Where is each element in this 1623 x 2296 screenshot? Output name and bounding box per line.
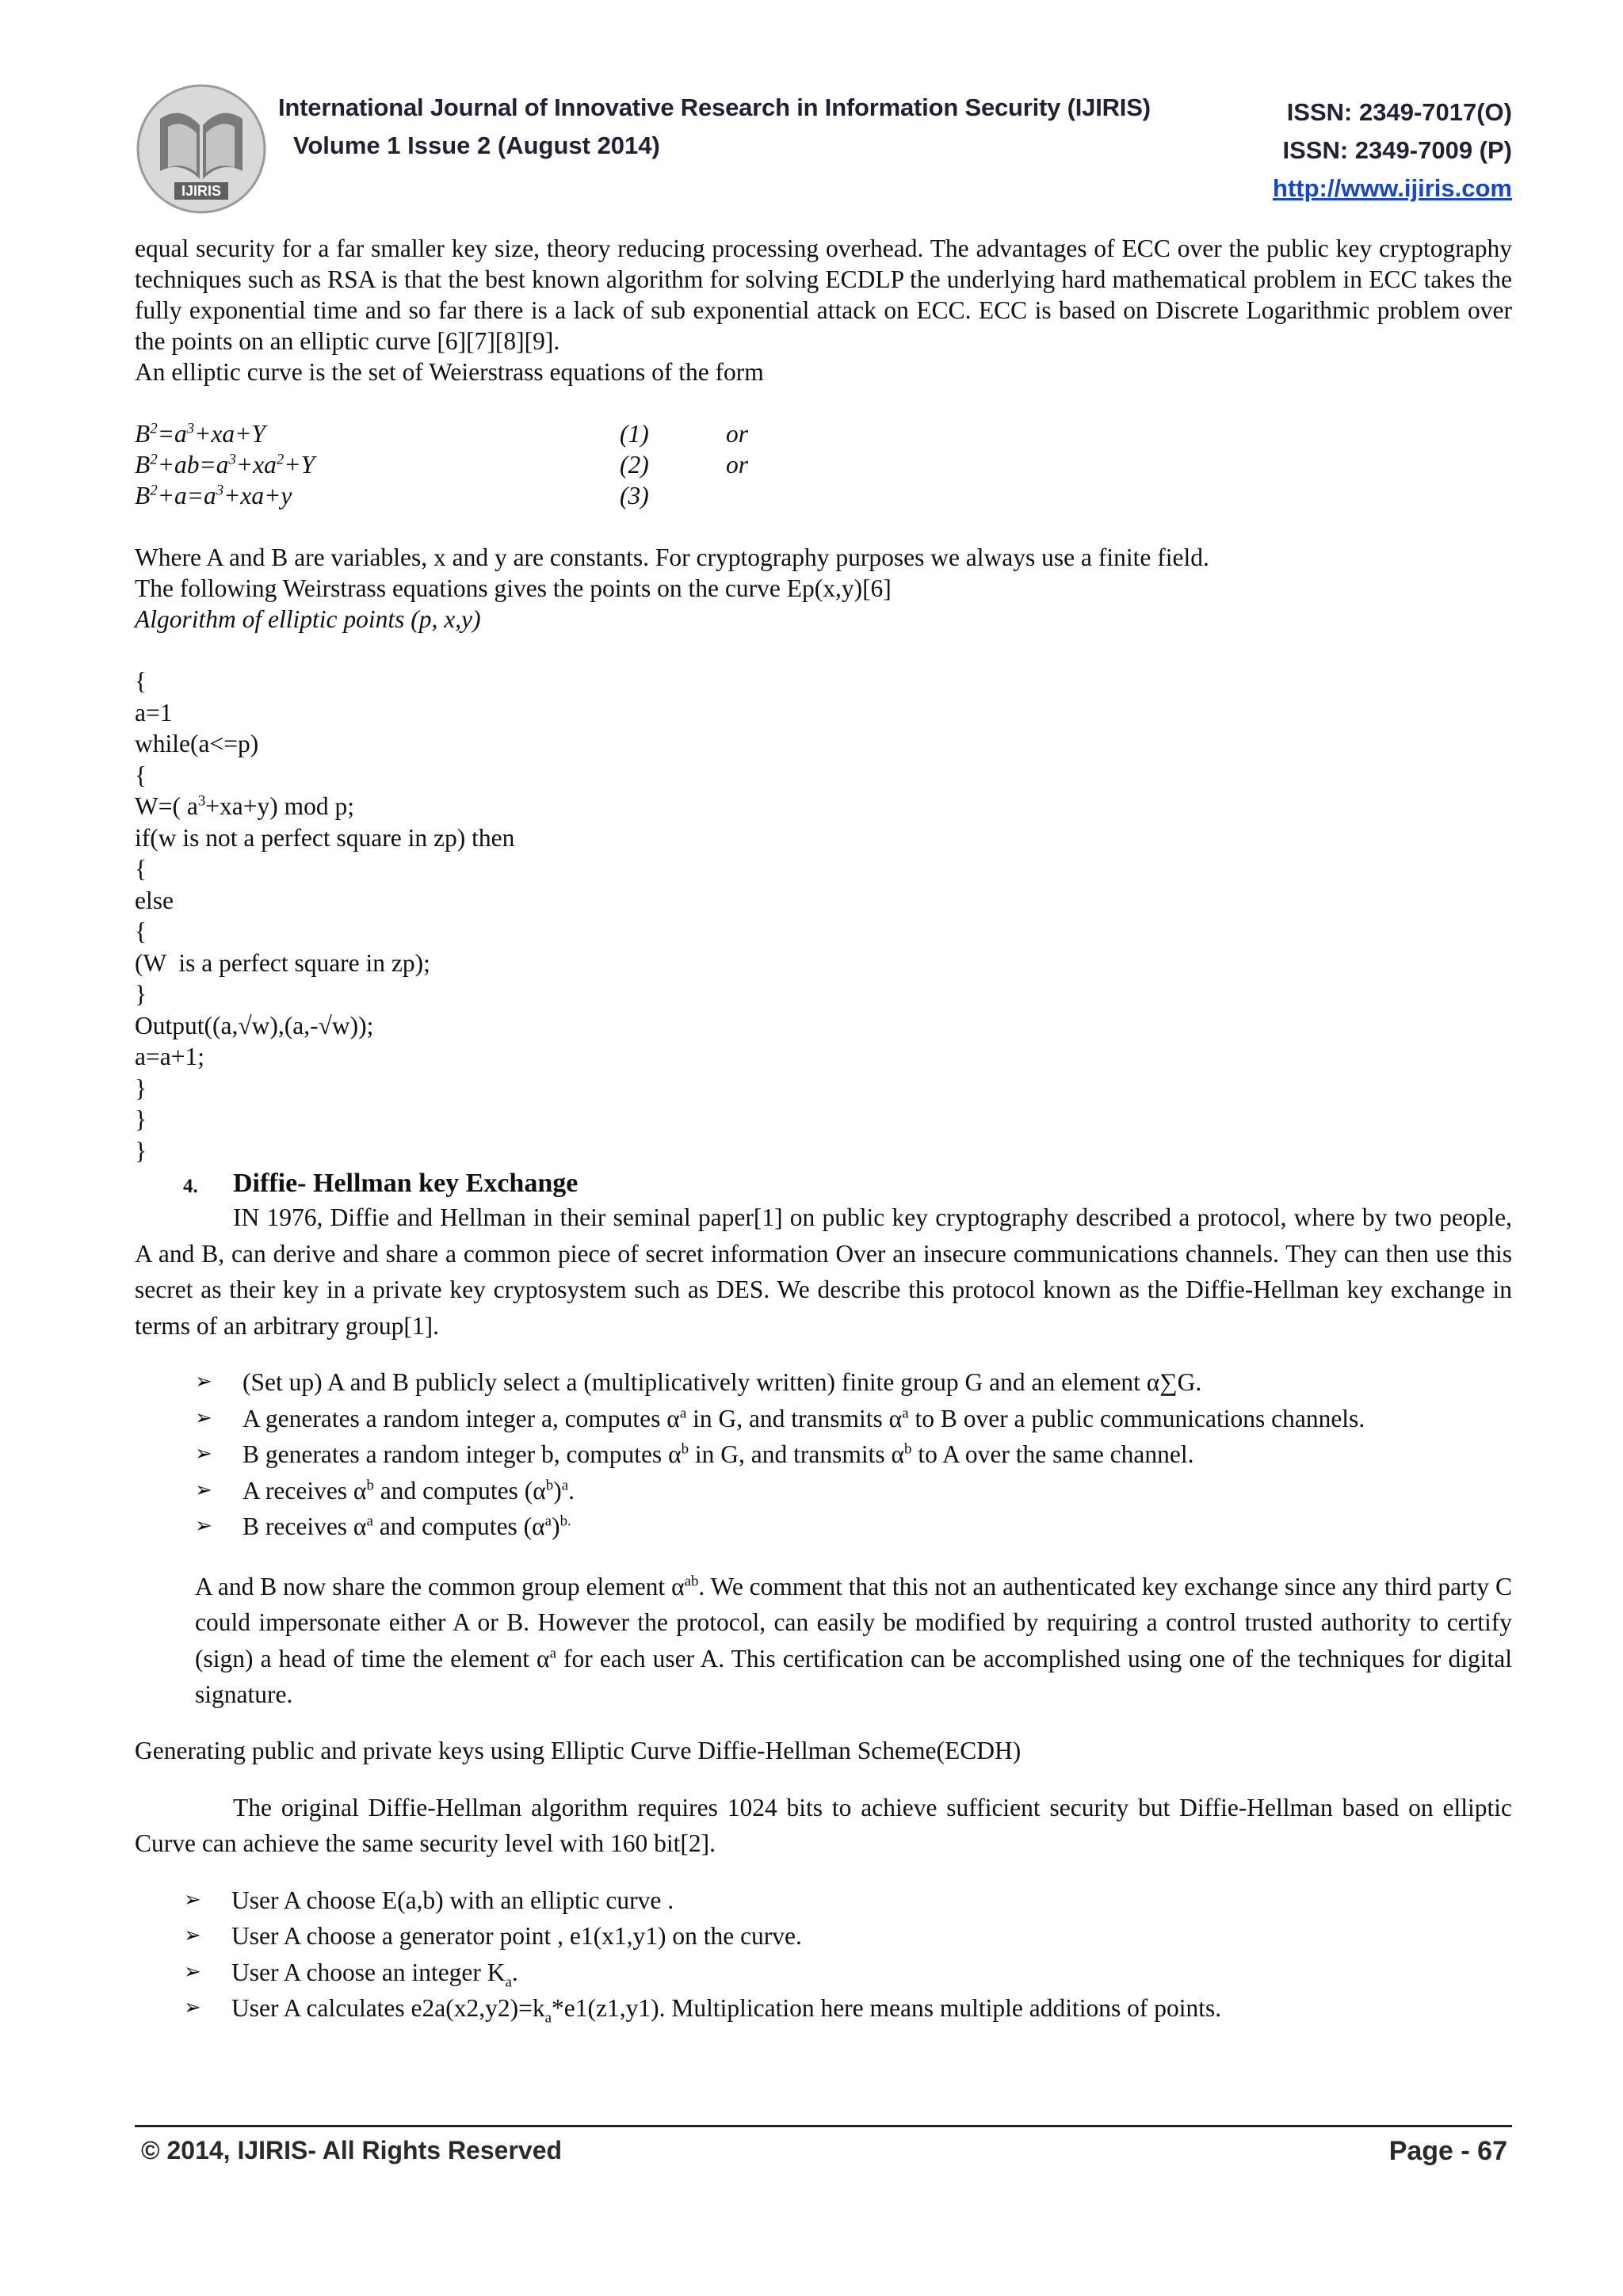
code-line: { xyxy=(135,667,147,695)
journal-logo-icon xyxy=(133,82,269,215)
code-line: (W is a perfect square in zp); xyxy=(135,948,430,977)
arrow-bullet-icon: ➢ xyxy=(184,1959,201,1984)
journal-volume: Volume 1 Issue 2 (August 2014) xyxy=(293,132,660,159)
equation-2-or: or xyxy=(726,451,749,479)
list-item: ➢ User A choose an integer $K_a$. xyxy=(135,1955,1512,1991)
issn-print: ISSN: 2349-7009 (P) xyxy=(1282,136,1512,164)
code-line: { xyxy=(135,855,147,883)
code-line: Output((a,√w),(a,-√w)); xyxy=(135,1011,374,1039)
arrow-bullet-icon: ➢ xyxy=(195,1478,212,1502)
equation-1-formula: $B^2=a^3+xa+Y$ xyxy=(135,420,265,448)
equation-2 xyxy=(135,449,1512,480)
journal-issn-block xyxy=(1273,93,1512,208)
journal-url-link[interactable]: http://www.ijiris.com xyxy=(1273,174,1512,202)
arrow-bullet-icon: ➢ xyxy=(195,1514,212,1538)
list-item: ➢ (Set up) A and B publicly select a (multiplicatively written) finite group G and an element α∑G. xyxy=(135,1364,1512,1401)
logo-text: IJIRIS xyxy=(181,183,222,199)
code-line: } xyxy=(135,1105,147,1133)
algorithm-code xyxy=(135,666,1512,1166)
equation-1-number: (1) xyxy=(620,420,649,448)
issn-online: ISSN: 2349-7017(O) xyxy=(1286,98,1512,126)
section-4-paragraph: IN 1976, Diffie and Hellman in their seminal paper[1] on public key cryptography described a protocol, where by two people, A and B, can derive and share a common piece of secret information Over an insecure communications channels. They can then use this secret as their key in a private key cryptosystem such as DES. We describe this protocol known as the Diffie-Hellman key exchange in terms of an arbitrary group[1]. xyxy=(135,1203,1512,1340)
equation-3-formula: $B^2+a=a^3+xa+y$ xyxy=(135,482,292,509)
page-number: Page - 67 xyxy=(1388,2136,1507,2166)
list-item: ➢ B receives $\alpha^a$ and computes $(\alpha^a)^{b.}$ xyxy=(135,1508,1512,1545)
intro-paragraph: equal security for a far smaller key size, theory reducing processing overhead. The advantages of ECC over the public key cryptography techniques such as RSA is that the best known algorithm for solving ECDLP the underlying hard mathematical problem in ECC takes the fully exponential time and so far there is a lack of sub exponential attack on ECC. ECC is based on Discrete Logarithmic problem over the points on an elliptic curve [6][7][8][9]. xyxy=(135,235,1512,355)
code-line: a=1 xyxy=(135,698,173,727)
arrow-bullet-icon: ➢ xyxy=(195,1370,212,1394)
list-item: ➢ User A calculates $e2a(x2,y2)=k_a*e1(z1,y1)$. Multiplication here means multiple additions of points. xyxy=(135,1990,1512,2027)
algorithm-title: Algorithm of elliptic points (p, x,y) xyxy=(135,605,481,633)
list-item: ➢ User A choose E(a,b) with an elliptic curve . xyxy=(135,1882,1512,1919)
equation-1 xyxy=(135,418,1512,449)
list-item: ➢ B generates a random integer b, computes $\alpha^b$ in G, and transmits $\alpha^b$ to A over the same channel. xyxy=(135,1436,1512,1473)
code-line: if(w is not a perfect square in zp) then xyxy=(135,823,515,852)
weirstrass-line: The following Weirstrass equations gives the points on the curve Ep(x,y)[6] xyxy=(135,574,892,602)
ecdh-paragraph: The original Diffie-Hellman algorithm requires 1024 bits to achieve sufficient security but Diffie-Hellman based on elliptic Curve can achieve the same security level with 160 bit[2]. xyxy=(135,1793,1512,1857)
dh-shared-paragraph: A and B now share the common group element $\alpha^{ab}$. We comment that this not an authenticated key exchange since any third party C could impersonate either A or B. However the protocol, can easily be modified by requiring a control trusted authority to certify (sign) a head of time the element $\alpha^a$ for each user A. This certification can be accomplished using one of the techniques for digital signature. xyxy=(195,1572,1512,1708)
journal-header xyxy=(133,76,1512,219)
footer-copyright: © 2014, IJIRIS- All Rights Reserved xyxy=(141,2136,563,2164)
dh-steps-list xyxy=(135,1364,1512,1545)
variables-line: Where A and B are variables, x and y are constants. For cryptography purposes we always use a finite field. xyxy=(135,543,1209,571)
equation-3 xyxy=(135,480,1512,511)
equation-3-number: (3) xyxy=(620,482,649,509)
code-line: { xyxy=(135,917,147,945)
code-line: a=a+1; xyxy=(135,1043,204,1070)
list-item: ➢ User A choose a generator point , e1(x1,y1) on the curve. xyxy=(135,1918,1512,1955)
ecdh-heading: Generating public and private keys using Elliptic Curve Diffie-Hellman Scheme(ECDH) xyxy=(135,1736,1022,1764)
ecdh-steps-list xyxy=(135,1882,1512,2027)
list-item: ➢ A generates a random integer a, computes $\alpha^a$ in G, and transmits $\alpha^a$ to B over a public communications channels. xyxy=(135,1401,1512,1437)
code-line: } xyxy=(135,980,147,1008)
code-line: else xyxy=(135,886,174,914)
equation-1-or: or xyxy=(726,420,749,448)
article-body xyxy=(135,233,1512,2027)
arrow-bullet-icon: ➢ xyxy=(184,1924,201,1947)
equation-2-number: (2) xyxy=(620,451,649,479)
arrow-bullet-icon: ➢ xyxy=(195,1442,212,1466)
code-line: } xyxy=(135,1136,147,1165)
journal-title: International Journal of Innovative Research in Information Security (IJIRIS) xyxy=(278,93,1151,121)
footer-divider xyxy=(135,2125,1512,2127)
equation-2-formula: $B^2+ab=a^3+xa^2+Y$ xyxy=(135,451,315,479)
code-line: W=( $a^3+xa+y$) mod p; xyxy=(135,792,355,820)
arrow-bullet-icon: ➢ xyxy=(184,1887,201,1912)
list-item: ➢ A receives $\alpha^b$ and computes $(\alpha^b)^a$. xyxy=(135,1473,1512,1509)
intro-line: An elliptic curve is the set of Weierstrass equations of the form xyxy=(135,358,764,386)
arrow-bullet-icon: ➢ xyxy=(184,1996,201,2019)
code-line: { xyxy=(135,761,147,789)
code-line: while(a<=p) xyxy=(135,730,259,757)
section-title: Diffie- Hellman key Exchange xyxy=(233,1169,579,1198)
section-4-heading xyxy=(135,1168,1512,1199)
section-number: 4. xyxy=(183,1176,198,1197)
arrow-bullet-icon: ➢ xyxy=(195,1405,212,1430)
code-line: } xyxy=(135,1074,147,1102)
